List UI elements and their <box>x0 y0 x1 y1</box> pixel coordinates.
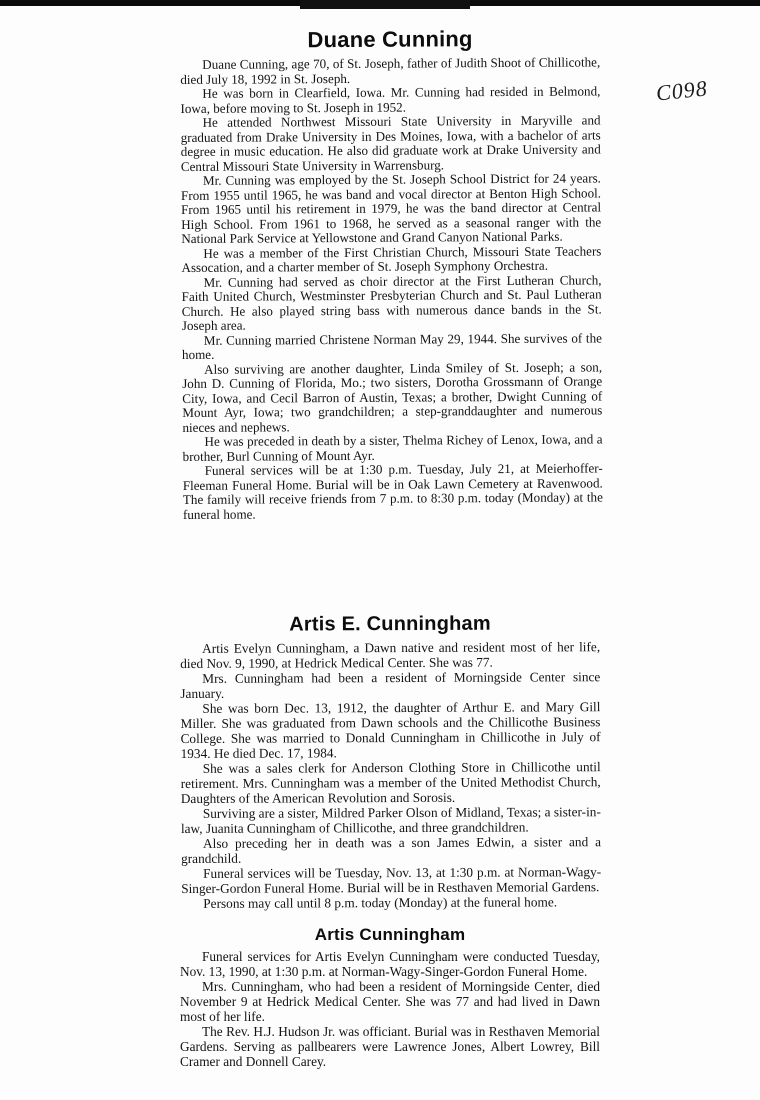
obituary-body <box>180 949 600 1069</box>
obituary-artis-e-cunningham <box>180 612 601 911</box>
obituary-paragraph: Duane Cunning, age 70, of St. Joseph, father of Judith Shoot of Chillicothe, died July 18, 1992 in St. Joseph. <box>180 54 601 87</box>
obituary-paragraph: Persons may call until 8 p.m. today (Monday) at the funeral home. <box>203 894 558 911</box>
archive-reference-mark: C098 <box>654 75 709 106</box>
obituary-paragraph: He was born in Clearfield, Iowa. Mr. Cunning had resided in Belmond, Iowa, before moving to St. Joseph in 1952. <box>180 83 601 116</box>
obituary-paragraph: Funeral services will be at 1:30 p.m. Tuesday, July 21, at Meierhoffer-Fleeman Funeral Home. Burial will be in Oak Lawn Cemetery at Ravenwood. The family will receive friends from 7 p.m. to 8:30 p.m. today (Monday) at the funeral home. <box>182 460 603 522</box>
obituary-paragraph: Surviving are a sister, Mildred Parker Olson of Midland, Texas; a sister-in-law, Juanita Cunningham of Chillicothe, and three grandchildren. <box>180 804 601 836</box>
obituary-paragraph: Mrs. Cunningham had been a resident of Morningside Center since January. <box>180 669 601 701</box>
obituary-paragraph: Artis Evelyn Cunningham, a Dawn native and resident most of her life, died Nov. 9, 1990, at Hedrick Medical Center. She was 77. <box>180 639 601 671</box>
obituary-paragraph: He attended Northwest Missouri State University in Maryville and graduated from Drake University in Des Moines, Iowa, with a bachelor of arts degree in music education. He also did graduate work at Drake University and Central Missouri State University in Warrensburg. <box>180 112 601 174</box>
obituary-paragraph: Mr. Cunning had served as choir director at the First Lutheran Church, Faith United Church, Westminster Presbyterian Church and St. Paul Lutheran Church. He also played string bass with numerous dance bands in the St. Joseph area. <box>181 271 602 333</box>
scan-top-notch <box>300 0 470 9</box>
obituary-paragraph: Mr. Cunning married Christene Norman May 29, 1944. She survives of the home. <box>181 329 602 362</box>
obituary-paragraph: She was born Dec. 13, 1912, the daughter of Arthur E. and Mary Gill Miller. She was graduated from Dawn schools and the Chillicothe Business College. She was married to Donald Cunningham in Chillicothe in July of 1934. He died Dec. 17, 1984. <box>180 699 601 761</box>
clipping-gap <box>180 522 600 614</box>
clipping-gap <box>180 911 600 925</box>
obituary-paragraph: Mrs. Cunningham, who had been a resident of Morningside Center, died November 9 at Hedrick Medical Center. She was 77 and had lived in Dawn most of her life. <box>180 979 600 1024</box>
obituary-clipping <box>180 26 603 1069</box>
obituary-title: Artis Cunningham <box>314 925 466 944</box>
obituary-paragraph: Also surviving are another daughter, Linda Smiley of St. Joseph; a son, John D. Cunning of Florida, Mo.; two sisters, Dorotha Grossmann of Orange City, Iowa, and Cecil Barron of Austin, Texas; a brother, Dwight Cunning of Mount Ayr, Iowa; two grandchildren; a step-granddaughter and numerous nieces and nephews. <box>182 358 603 435</box>
obituary-body <box>180 639 601 911</box>
obituary-paragraph: The Rev. H.J. Hudson Jr. was officiant. Burial was in Resthaven Memorial Gardens. Serving as pallbearers were Lawrence Jones, Albert Lowrey, Bill Cramer and Donnell Carey. <box>180 1024 600 1069</box>
obituary-title: Artis E. Cunningham <box>289 612 491 636</box>
obituary-paragraph: He was a member of the First Christian Church, Missouri State Teachers Assocation, and a charter member of St. Joseph Symphony Orchestra. <box>181 242 602 275</box>
obituary-title: Duane Cunning <box>307 26 473 53</box>
obituary-paragraph: She was a sales clerk for Anderson Clothing Store in Chillicothe until retirement. Mrs. Cunningham was a member of the United Methodist Church, Daughters of the American Revolution and Sorosis. <box>180 759 601 806</box>
obituary-paragraph: Funeral services for Artis Evelyn Cunningham were conducted Tuesday, Nov. 13, 1990, at 1:30 p.m. at Norman-Wagy-Singer-Gordon Funeral Home. <box>180 949 600 979</box>
obituary-paragraph: Funeral services will be Tuesday, Nov. 13, at 1:30 p.m. at Norman-Wagy-Singer-Gordon Funeral Home. Burial will be in Resthaven Memorial Gardens. <box>181 864 602 896</box>
obituary-duane-cunning <box>180 25 603 522</box>
obituary-paragraph: Also preceding her in death was a son James Edwin, a sister and a grandchild. <box>181 834 602 866</box>
obituary-paragraph: He was preceded in death by a sister, Thelma Richey of Lenox, Iowa, and a brother, Burl Cunning of Mount Ayr. <box>182 431 603 464</box>
obituary-artis-cunningham-services <box>180 925 600 1069</box>
obituary-paragraph: Mr. Cunning was employed by the St. Joseph School District for 24 years. From 1955 until 1965, he was band and vocal director at Benton High School. From 1965 until his retirement in 1979, he was the band director at Central High School. From 1961 to 1968, he served as a seasonal ranger with the National Park Service at Yellowstone and Grand Canyon National Parks. <box>180 170 602 246</box>
obituary-body <box>180 55 603 522</box>
